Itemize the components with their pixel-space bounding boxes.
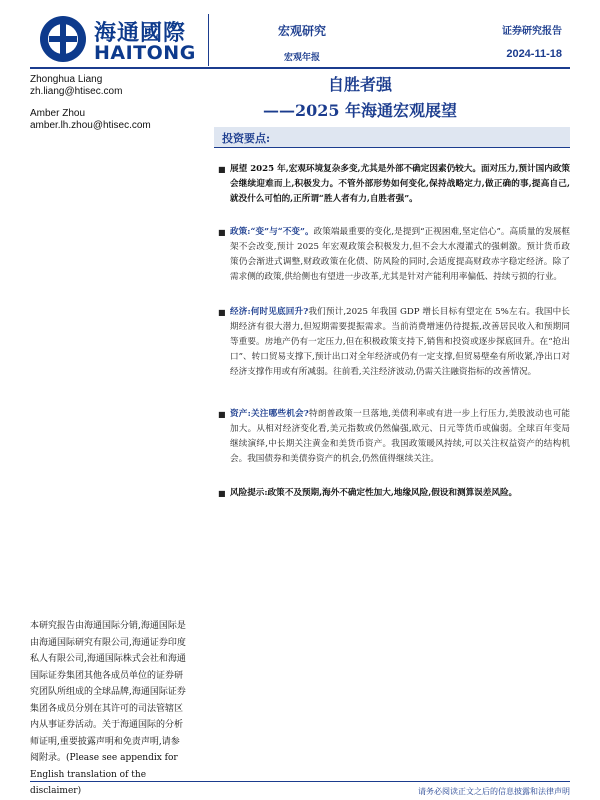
bullet-icon: ■ — [218, 165, 226, 174]
key-point-text: 特朗普政策一旦落地,美债利率或有进一步上行压力,美股波动也可能加大。从相对经济变化看,美元指数或仍然偏强,欧元、日元等货币或偏弱。全球百年变局继续演绎,中长期关注黄金和美货币资产。我国政策暖风持续,可以关注权益资产的结构机会。我国债券和美债券资产的机会,仍然值得继续关注。 — [230, 409, 570, 464]
key-point-lead: 政策:“变”与“不变”。 — [230, 227, 314, 237]
header-rule — [30, 67, 570, 69]
bullet-icon: ■ — [218, 228, 226, 237]
bullet-icon: ■ — [218, 489, 226, 498]
key-points-rule — [214, 147, 570, 148]
key-point-text: 我们预计,2025 年我国 GDP 增长目标有望定在 5%左右。我国中长期经济有很大潜力,但短期需要提振需求。当前消费增速仍待提振,改善居民收入和预期同等重要。房地产仍有一定压力,但在积极政策支持下,销售和投资或逐步探底回升。在“抢出口”、转口贸易支撑下,预计出口对全年经济或仍有一定支撑,但贸易壁垒有所收紧,净出口对经济支撑作用或有所减弱。往前看,关注经济波动,仍需关注融资指标的改善情况。 — [230, 307, 570, 377]
report-title: 自胜者强 — [327, 75, 392, 94]
key-points-label: 投资要点: — [222, 132, 271, 145]
report-subcategory: 宏观年报 — [284, 53, 321, 63]
report-type: 证券研究报告 — [502, 26, 562, 37]
key-point-assets — [218, 407, 570, 467]
author-name: Zhonghua Liang — [30, 74, 103, 85]
footer-note: 请务必阅读正文之后的信息披露和法律声明 — [418, 787, 570, 796]
report-category: 宏观研究 — [278, 24, 327, 38]
logo-chinese-text: 海通國際 — [94, 21, 187, 46]
key-point-outlook — [218, 162, 570, 207]
key-point-lead: 资产:关注哪些机会? — [230, 409, 309, 419]
key-points-header — [214, 127, 570, 147]
bullet-icon: ■ — [218, 410, 226, 419]
key-point-risk — [218, 486, 570, 501]
haitong-logo-icon — [38, 14, 88, 64]
bullet-icon: ■ — [218, 308, 226, 317]
author-email[interactable]: zh.liang@htisec.com — [30, 86, 123, 97]
key-point-text: 风险提示:政策不及预期,海外不确定性加大,地缘风险,假设和测算误差风险。 — [230, 488, 518, 498]
report-date: 2024-11-18 — [506, 48, 562, 60]
report-subtitle: ——2025 年海通宏观展望 — [262, 101, 458, 120]
key-point-text: 政策端最重要的变化,是提到“正视困难,坚定信心”。高质量的发展框架不会改变,预计 2025 年宏观政策会积极发力,但不会大水漫灌式的强刺激。预计货币政策仍会渐进式调整,财政政策在化债、防风险的同时,会适度提高财政赤字稳定经济。除了需求侧的政策,供给侧也有望进一步改革,尤其是针对产能利用率偏低、持续亏损的行业。 — [230, 227, 570, 282]
header-divider — [208, 14, 209, 66]
key-point-lead: 经济:何时见底回升? — [230, 307, 309, 317]
haitong-logo — [38, 14, 208, 64]
key-point-policy — [218, 225, 570, 285]
key-point-text: 展望 2025 年,宏观环境复杂多变,尤其是外部不确定因素仍较大。面对压力,预计国内政策会继续迎难而上,积极发力。不管外部形势如何变化,保持战略定力,做正确的事,提高自己,就没什么可怕的,正所谓“胜人者有力,自胜者强”。 — [230, 164, 570, 204]
author-name: Amber Zhou — [30, 108, 86, 119]
footer-rule — [30, 781, 570, 782]
logo-english-text: HAITONG — [94, 42, 196, 64]
disclaimer-text: 本研究报告由海通国际分销,海通国际是由海通国际研究有限公司,海通证券印度私人有限公司,海通国际株式会社和海通国际证券集团其他各成员单位的证券研究团队所组成的全球品牌,海通国际证券集团各成员分别在其许可的司法管辖区内从事证券活动。关于海通国际的分析师证明,重要披露声明和免责声明,请参阅附录。(Please see appendix for English translation of the disclaimer) — [30, 621, 186, 796]
author-email[interactable]: amber.lh.zhou@htisec.com — [30, 120, 151, 131]
key-point-economy — [218, 305, 570, 380]
